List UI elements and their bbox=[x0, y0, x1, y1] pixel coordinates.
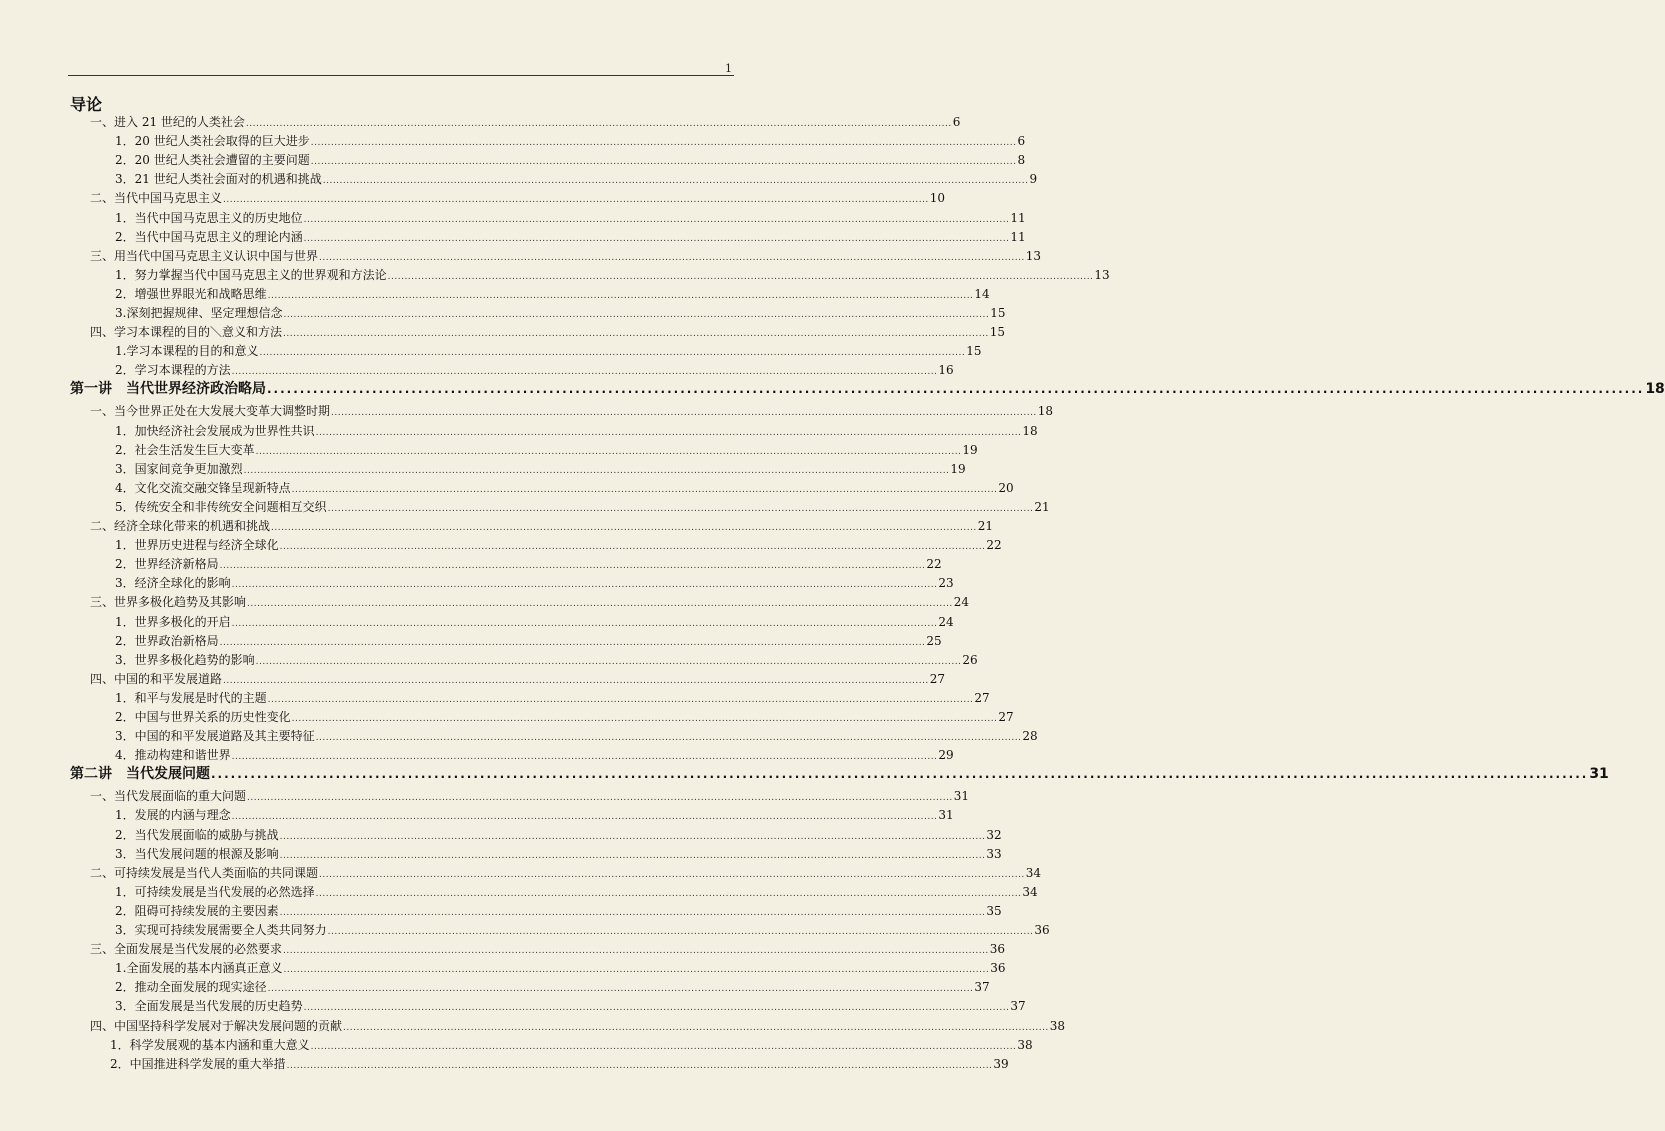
toc-dot-leader: .................................................................................................................................................................................................................. bbox=[322, 176, 1029, 187]
toc-heading: 导论 bbox=[70, 95, 103, 114]
toc-entry-title: 2．中国推进科学发展的重大举措 bbox=[110, 1056, 286, 1071]
toc-entry-title: 1．世界历史进程与经济全球化 bbox=[115, 538, 279, 553]
toc-dot-leader: .................................................................................................................................................................................................................. bbox=[247, 599, 953, 610]
toc-entry-title: 一、当代发展面临的重大问题 bbox=[90, 789, 247, 804]
toc-entry-title: 1．20 世纪人类社会取得的巨大进步 bbox=[115, 134, 310, 149]
toc-subsection[interactable] bbox=[115, 151, 1026, 170]
toc-entry-page: 19 bbox=[950, 461, 966, 476]
toc-entry-title: 2．世界经济新格局 bbox=[115, 557, 219, 572]
toc-dot-leader: .................................................................................................................................................................................................................. bbox=[271, 523, 977, 533]
toc-dot-leader: .................................................................................................................................................................................................................. bbox=[286, 1060, 993, 1071]
toc-entry-page: 32 bbox=[986, 827, 1002, 842]
toc-entry-page: 19 bbox=[962, 442, 978, 457]
toc-dot-leader: .................................................................................................................................................................................................................. bbox=[327, 503, 1034, 514]
toc-section[interactable] bbox=[90, 670, 946, 689]
toc-entry-page: 24 bbox=[953, 595, 970, 610]
toc-entry-page: 36 bbox=[990, 961, 1006, 976]
toc-entry-page: 9 bbox=[1029, 172, 1038, 187]
toc-dot-leader: .................................................................................................................................................................................................................. bbox=[231, 752, 938, 763]
toc-dot-leader: .................................................................................................................................................................................................................. bbox=[231, 580, 938, 591]
toc-entry-page: 6 bbox=[1017, 134, 1026, 149]
toc-entry-page: 18 bbox=[1022, 423, 1038, 438]
toc-dot-leader: .................................................................................................................................................................................................................. bbox=[303, 1003, 1010, 1014]
toc-subsection[interactable] bbox=[115, 689, 990, 708]
toc-entry-title: 3．当代发展问题的根源及影响 bbox=[115, 846, 279, 861]
toc-subsection[interactable] bbox=[115, 228, 1026, 247]
toc-dot-leader: .................................................................................................................................................................................................................. bbox=[283, 946, 989, 957]
toc-entry-title: 2．推动全面发展的现实途径 bbox=[115, 980, 267, 995]
toc-entry-title: 三、世界多极化趋势及其影响 bbox=[90, 595, 247, 610]
toc-entry-title: 2．当代发展面临的威胁与挑战 bbox=[115, 827, 279, 842]
toc-dot-leader: .................................................................................................................................................................................................................. bbox=[267, 984, 974, 995]
toc-entry-title: 4．文化交流交融交锋呈现新特点 bbox=[115, 480, 291, 495]
toc-subsection[interactable] bbox=[115, 266, 1110, 285]
toc-entry-title: 2．学习本课程的方法 bbox=[115, 363, 231, 378]
toc-entry-title: 3．世界多极化趋势的影响 bbox=[115, 652, 255, 667]
toc-dot-leader: .................................................................................................................................................................................................................. bbox=[279, 542, 986, 553]
toc-entry-title: 2．中国与世界关系的历史性变化 bbox=[115, 710, 291, 724]
toc-entry-page: 6 bbox=[952, 115, 961, 129]
toc-subsection[interactable] bbox=[115, 304, 1006, 323]
toc-entry-page: 34 bbox=[1022, 884, 1038, 899]
toc-section[interactable] bbox=[90, 402, 1054, 421]
toc-entry-page: 15 bbox=[966, 344, 982, 359]
toc-subsection[interactable] bbox=[110, 1036, 1033, 1055]
toc-subsection[interactable] bbox=[115, 170, 1038, 189]
toc-subsection[interactable] bbox=[115, 883, 1038, 902]
toc-entry-title: 2．阻碍可持续发展的主要因素 bbox=[115, 903, 279, 918]
toc-dot-leader: .................................................................................................................................................................................................................. bbox=[255, 446, 962, 457]
toc-dot-leader: .................................................................................................................................................................................................................. bbox=[267, 382, 1645, 397]
toc-entry-title: 一、当今世界正处在大发展大变革大调整时期 bbox=[90, 404, 331, 419]
toc-subsection[interactable] bbox=[115, 959, 1006, 978]
toc-section[interactable] bbox=[90, 113, 961, 132]
toc-entry-title: 2．增强世界眼光和战略思维 bbox=[115, 286, 267, 301]
toc-entry-title: 四、学习本课程的目的＼意义和方法 bbox=[90, 325, 283, 340]
toc-entry-title: 1．当代中国马克思主义的历史地位 bbox=[115, 210, 303, 225]
toc-entry-page: 18 bbox=[1645, 381, 1665, 398]
toc-section[interactable] bbox=[90, 517, 994, 536]
toc-section[interactable] bbox=[90, 1017, 1066, 1036]
toc-subsection[interactable] bbox=[115, 845, 1002, 864]
toc-dot-leader: .................................................................................................................................................................................................................. bbox=[255, 656, 962, 667]
page-number: 1 bbox=[725, 62, 732, 75]
toc-subsection[interactable] bbox=[115, 285, 990, 304]
toc-entry-page: 24 bbox=[938, 614, 954, 629]
toc-entry-page: 10 bbox=[929, 191, 946, 206]
toc-entry-page: 27 bbox=[998, 710, 1014, 724]
toc-entry-title: 第二讲 当代发展问题 bbox=[70, 766, 210, 783]
toc-dot-leader: .................................................................................................................................................................................................................. bbox=[243, 465, 950, 476]
toc-subsection[interactable] bbox=[115, 727, 1038, 746]
toc-dot-leader: .................................................................................................................................................................................................................. bbox=[223, 675, 929, 686]
toc-entry-page: 29 bbox=[938, 748, 954, 763]
toc-entry-page: 31 bbox=[953, 789, 970, 804]
toc-dot-leader: .................................................................................................................................................................................................................. bbox=[245, 119, 952, 129]
toc-entry-page: 13 bbox=[1025, 248, 1042, 263]
toc-section[interactable] bbox=[90, 940, 1006, 959]
toc-entry-page: 31 bbox=[1589, 766, 1609, 783]
toc-entry-title: 1.学习本课程的目的和意义 bbox=[115, 344, 259, 359]
toc-entry-title: 1．科学发展观的基本内涵和重大意义 bbox=[110, 1037, 310, 1052]
toc-dot-leader: .................................................................................................................................................................................................................. bbox=[327, 927, 1034, 937]
toc-entry-page: 26 bbox=[962, 652, 978, 667]
toc-subsection[interactable] bbox=[115, 708, 1014, 727]
toc-subsection[interactable] bbox=[115, 997, 1026, 1016]
toc-dot-leader: .................................................................................................................................................................................................................. bbox=[315, 427, 1022, 438]
toc-entry-page: 38 bbox=[1049, 1018, 1066, 1033]
toc-entry-title: 1．世界多极化的开启 bbox=[115, 614, 231, 629]
toc-dot-leader: .................................................................................................................................................................................................................. bbox=[211, 767, 1589, 782]
toc-entry-page: 14 bbox=[974, 286, 990, 301]
toc-entry-title: 1．发展的内涵与理念 bbox=[115, 808, 231, 823]
toc-section[interactable] bbox=[90, 864, 1042, 883]
toc-subsection[interactable] bbox=[115, 651, 978, 670]
toc-entry-page: 22 bbox=[926, 557, 942, 572]
toc-subsection[interactable] bbox=[115, 902, 1002, 921]
toc-entry-page: 21 bbox=[977, 519, 994, 533]
toc-entry-page: 11 bbox=[1010, 210, 1026, 225]
toc-dot-leader: .................................................................................................................................................................................................................. bbox=[279, 831, 986, 842]
toc-entry-page: 27 bbox=[929, 671, 946, 686]
toc-dot-leader: .................................................................................................................................................................................................................. bbox=[219, 561, 926, 572]
toc-dot-leader: .................................................................................................................................................................................................................. bbox=[283, 329, 989, 340]
toc-section[interactable] bbox=[90, 323, 1006, 342]
toc-entry-page: 25 bbox=[926, 633, 942, 648]
toc-dot-leader: .................................................................................................................................................................................................................. bbox=[331, 408, 1037, 419]
toc-entry-title: 二、经济全球化带来的机遇和挑战 bbox=[90, 519, 271, 533]
toc-dot-leader: .................................................................................................................................................................................................................. bbox=[303, 214, 1010, 225]
toc-dot-leader: .................................................................................................................................................................................................................. bbox=[267, 694, 974, 705]
toc-entry-page: 28 bbox=[1022, 729, 1038, 744]
toc-dot-leader: .................................................................................................................................................................................................................. bbox=[315, 888, 1022, 899]
toc-dot-leader: .................................................................................................................................................................................................................. bbox=[259, 348, 966, 359]
toc-section[interactable] bbox=[90, 189, 946, 208]
toc-subsection[interactable] bbox=[115, 422, 1038, 441]
toc-subsection[interactable] bbox=[115, 498, 1050, 517]
toc-entry-title: 3．中国的和平发展道路及其主要特征 bbox=[115, 729, 315, 744]
toc-dot-leader: .................................................................................................................................................................................................................. bbox=[310, 1041, 1017, 1052]
toc-entry-title: 2．当代中国马克思主义的理论内涵 bbox=[115, 229, 303, 244]
toc-dot-leader: .................................................................................................................................................................................................................. bbox=[291, 484, 998, 495]
toc-entry-title: 1．加快经济社会发展成为世界性共识 bbox=[115, 423, 315, 438]
toc-dot-leader: .................................................................................................................................................................................................................. bbox=[279, 907, 986, 918]
toc-subsection[interactable] bbox=[115, 978, 990, 997]
toc-entry-title: 四、中国的和平发展道路 bbox=[90, 671, 223, 686]
toc-entry-title: 1．可持续发展是当代发展的必然选择 bbox=[115, 884, 315, 899]
toc-subsection[interactable] bbox=[115, 460, 966, 479]
toc-dot-leader: .................................................................................................................................................................................................................. bbox=[319, 869, 1025, 880]
toc-entry-page: 15 bbox=[989, 325, 1006, 340]
toc-entry-title: 1．努力掌握当代中国马克思主义的世界观和方法论 bbox=[115, 267, 387, 282]
toc-entry-title: 2．世界政治新格局 bbox=[115, 633, 219, 648]
toc-entry-title: 3.深刻把握规律、坚定理想信念 bbox=[115, 306, 283, 320]
toc-dot-leader: .................................................................................................................................................................................................................. bbox=[291, 714, 998, 724]
toc-entry-page: 39 bbox=[993, 1056, 1009, 1071]
toc-subsection[interactable] bbox=[115, 209, 1026, 228]
toc-entry-title: 三、全面发展是当代发展的必然要求 bbox=[90, 942, 283, 957]
toc-dot-leader: .................................................................................................................................................................................................................. bbox=[279, 850, 986, 861]
toc-dot-leader: .................................................................................................................................................................................................................. bbox=[223, 195, 929, 206]
toc-entry-page: 35 bbox=[986, 903, 1002, 918]
toc-subsection[interactable] bbox=[115, 441, 978, 460]
toc-entry-title: 3．21 世纪人类社会面对的机遇和挑战 bbox=[115, 172, 322, 187]
toc-dot-leader: .................................................................................................................................................................................................................. bbox=[247, 793, 953, 804]
toc-dot-leader: .................................................................................................................................................................................................................. bbox=[283, 965, 990, 976]
toc-entry-title: 四、中国坚持科学发展对于解决发展问题的贡献 bbox=[90, 1018, 343, 1033]
toc-entry-page: 8 bbox=[1017, 153, 1026, 168]
toc-chapter[interactable] bbox=[70, 763, 1609, 785]
toc-dot-leader: .................................................................................................................................................................................................................. bbox=[319, 252, 1025, 263]
toc-entry-title: 第一讲 当代世界经济政治略局 bbox=[70, 381, 266, 398]
toc-subsection[interactable] bbox=[115, 613, 954, 632]
toc-entry-page: 18 bbox=[1037, 404, 1054, 419]
toc-entry-title: 3．全面发展是当代发展的历史趋势 bbox=[115, 999, 303, 1014]
toc-entry-page: 36 bbox=[1034, 923, 1050, 937]
toc-subsection[interactable] bbox=[115, 536, 1002, 555]
toc-entry-title: 4．推动构建和谐世界 bbox=[115, 748, 231, 763]
toc-entry-page: 31 bbox=[938, 808, 954, 823]
toc-dot-leader: .................................................................................................................................................................................................................. bbox=[343, 1022, 1049, 1033]
toc-subsection[interactable] bbox=[115, 632, 942, 651]
toc-entry-title: 1．和平与发展是时代的主题 bbox=[115, 690, 267, 705]
toc-subsection[interactable] bbox=[110, 1055, 1009, 1074]
toc-entry-title: 1.全面发展的基本内涵真正意义 bbox=[115, 961, 283, 976]
toc-entry-title: 3．国家间竞争更加激烈 bbox=[115, 461, 243, 476]
toc-subsection[interactable] bbox=[115, 555, 942, 574]
toc-entry-title: 二、当代中国马克思主义 bbox=[90, 191, 223, 206]
toc-dot-leader: .................................................................................................................................................................................................................. bbox=[283, 310, 990, 320]
toc-entry-title: 5．传统安全和非传统安全问题相互交织 bbox=[115, 499, 327, 514]
toc-entry-page: 15 bbox=[990, 306, 1006, 320]
toc-entry-page: 36 bbox=[989, 942, 1006, 957]
toc-entry-page: 27 bbox=[974, 690, 990, 705]
toc-entry-page: 37 bbox=[974, 980, 990, 995]
toc-section[interactable] bbox=[90, 787, 970, 806]
toc-entry-title: 3．经济全球化的影响 bbox=[115, 576, 231, 591]
toc-dot-leader: .................................................................................................................................................................................................................. bbox=[267, 290, 974, 301]
toc-subsection[interactable] bbox=[115, 132, 1026, 151]
toc-entry-title: 一、进入 21 世纪的人类社会 bbox=[90, 115, 245, 129]
toc-entry-page: 22 bbox=[986, 538, 1002, 553]
toc-subsection[interactable] bbox=[115, 342, 982, 361]
toc-dot-leader: .................................................................................................................................................................................................................. bbox=[387, 271, 1094, 282]
toc-entry-page: 11 bbox=[1010, 229, 1026, 244]
toc-dot-leader: .................................................................................................................................................................................................................. bbox=[231, 618, 938, 629]
toc-section[interactable] bbox=[90, 247, 1042, 266]
toc-dot-leader: .................................................................................................................................................................................................................. bbox=[231, 812, 938, 823]
toc-entry-page: 16 bbox=[938, 363, 954, 378]
toc-dot-leader: .................................................................................................................................................................................................................. bbox=[303, 233, 1010, 244]
toc-entry-title: 三、用当代中国马克思主义认识中国与世界 bbox=[90, 248, 319, 263]
toc-dot-leader: .................................................................................................................................................................................................................. bbox=[315, 733, 1022, 744]
toc-entry-title: 2．社会生活发生巨大变革 bbox=[115, 442, 255, 457]
toc-entry-title: 2．20 世纪人类社会遭留的主要问题 bbox=[115, 153, 310, 168]
toc-section[interactable] bbox=[90, 593, 970, 612]
toc-subsection[interactable] bbox=[115, 806, 954, 825]
toc-entry-title: 3．实现可持续发展需要全人类共同努力 bbox=[115, 923, 327, 937]
toc-entry-page: 23 bbox=[938, 576, 954, 591]
toc-dot-leader: .................................................................................................................................................................................................................. bbox=[310, 138, 1017, 149]
toc-entry-page: 33 bbox=[986, 846, 1002, 861]
toc-subsection[interactable] bbox=[115, 921, 1050, 940]
toc-entry-page: 13 bbox=[1094, 267, 1110, 282]
toc-entry-page: 21 bbox=[1034, 499, 1050, 514]
toc-entry-page: 38 bbox=[1017, 1037, 1033, 1052]
toc-entry-page: 20 bbox=[998, 480, 1014, 495]
toc-entry-page: 34 bbox=[1025, 865, 1042, 880]
toc-chapter[interactable] bbox=[70, 378, 1665, 400]
toc-dot-leader: .................................................................................................................................................................................................................. bbox=[310, 157, 1017, 168]
toc-subsection[interactable] bbox=[115, 574, 954, 593]
toc-subsection[interactable] bbox=[115, 479, 1014, 498]
toc-entry-title: 二、可持续发展是当代人类面临的共同课题 bbox=[90, 865, 319, 880]
toc-entry-page: 37 bbox=[1010, 999, 1026, 1014]
toc-subsection[interactable] bbox=[115, 826, 1002, 845]
toc-dot-leader: .................................................................................................................................................................................................................. bbox=[231, 367, 938, 378]
toc-dot-leader: .................................................................................................................................................................................................................. bbox=[219, 637, 926, 648]
